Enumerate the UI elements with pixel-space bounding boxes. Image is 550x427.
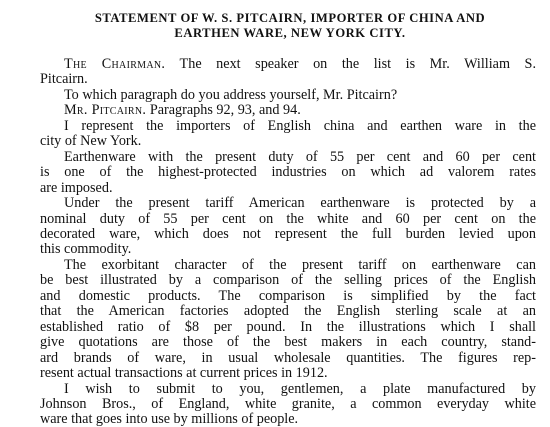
- paragraph-line: ard brands of ware, in usual wholesale quantities. The figures rep-: [40, 350, 536, 366]
- speaker-label: Mr. Pitcairn.: [64, 102, 147, 118]
- paragraph-line: give quotations are those of the best makers in each country, stand-: [40, 334, 536, 350]
- paragraph-line: I represent the importers of English china and earthen ware in the: [64, 118, 536, 134]
- document-title-line-2: EARTHEN WARE, NEW YORK CITY.: [174, 26, 406, 40]
- line-text: Paragraphs 92, 93, and 94.: [146, 102, 301, 118]
- paragraph-line: ware that goes into use by millions of people.: [40, 411, 299, 427]
- speaker-label: The Chairman.: [64, 56, 166, 72]
- paragraph-line: nominal duty of 55 per cent on the white and 60 per cent on the: [40, 211, 536, 227]
- paragraph-line: city of New York.: [40, 133, 142, 149]
- paragraph-line: that the American factories adopted the English sterling scale at an: [40, 303, 536, 319]
- line-text: The next speaker on the list is Mr. William S.: [165, 56, 536, 72]
- paragraph-line: decorated ware, which does not represent the full burden levied upon: [40, 226, 536, 242]
- document-title-line-1: STATEMENT OF W. S. PITCAIRN, IMPORTER OF CHINA AND: [94, 11, 486, 25]
- paragraph-line: established ratio of $8 per pound. In the illustrations which I shall: [40, 319, 536, 335]
- paragraph-line: Earthenware with the present duty of 55 per cent and 60 per cent: [64, 149, 536, 165]
- paragraph-line: Johnson Bros., of England, white granite, a common everyday white: [40, 396, 536, 412]
- paragraph-line: Under the present tariff American earthenware is protected by a: [64, 195, 536, 211]
- paragraph-line: The exorbitant character of the present tariff on earthenware can: [64, 257, 536, 273]
- paragraph-line: I wish to submit to you, gentlemen, a plate manufactured by: [64, 381, 536, 397]
- paragraph-line: and domestic products. The comparison is simplified by the fact: [40, 288, 536, 304]
- paragraph-line: To which paragraph do you address yourself, Mr. Pitcairn?: [64, 87, 398, 103]
- paragraph-line: this commodity.: [40, 241, 132, 257]
- paragraph-line: be best illustrated by a comparison of the selling prices of the English: [40, 272, 536, 288]
- paragraph-line: [64, 102, 536, 118]
- paragraph-line: is one of the highest-protected industries on which ad valorem rates: [40, 164, 536, 180]
- paragraph-line: are imposed.: [40, 180, 113, 196]
- paragraph-line: Pitcairn.: [40, 71, 88, 87]
- paragraph-line: [64, 56, 536, 72]
- paragraph-line: resent actual transactions at current prices in 1912.: [40, 365, 328, 381]
